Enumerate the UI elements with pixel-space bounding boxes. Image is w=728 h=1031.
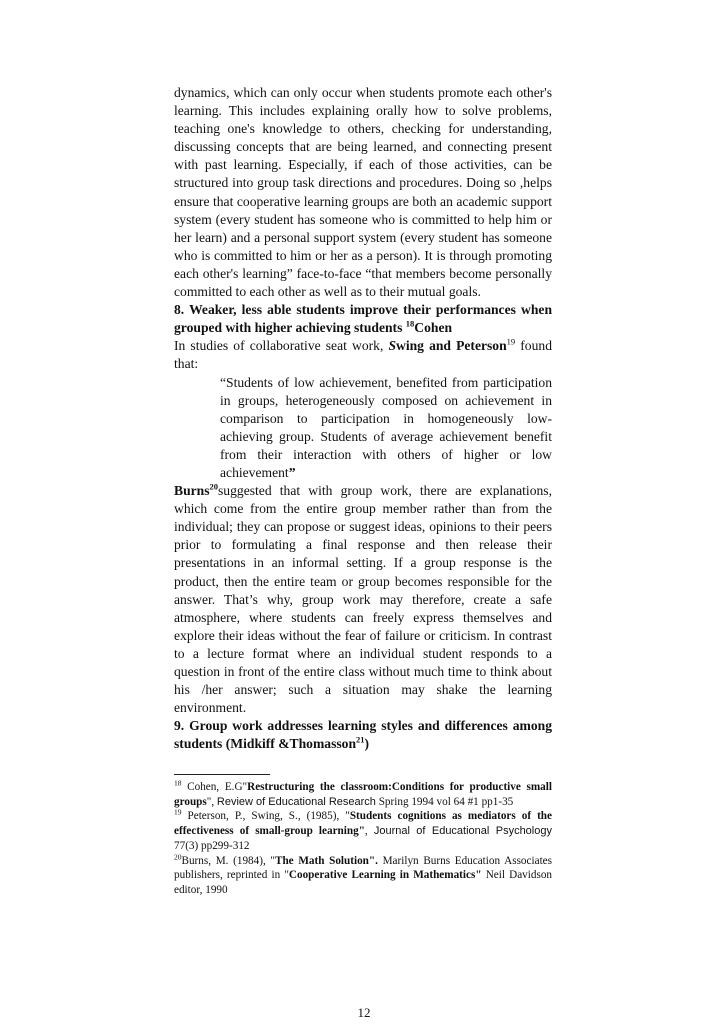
heading-author: Cohen	[414, 320, 453, 336]
paragraph-burns	[174, 482, 552, 717]
footnote-title: Students cognitions as mediators of the effectiveness of small-group learning"	[174, 810, 552, 838]
footnote-ref-20: 20	[209, 481, 219, 492]
page-number: 12	[357, 1005, 371, 1020]
footnote-title: Cooperative Learning in Mathematics"	[288, 869, 482, 882]
footnote-text: Burns, M. (1984), "	[181, 854, 275, 867]
footnote-number: 20	[174, 851, 182, 861]
heading-text: 9. Group work addresses learning styles and differences among students (Midkiff &Thomasson	[174, 718, 552, 752]
footnote-text: Peterson, P., Swing, S., (1985), "	[181, 810, 350, 823]
footnote-18	[174, 780, 552, 809]
footnote-20	[174, 851, 553, 898]
paragraph-dynamics: dynamics, which can only occur when students promote each other's learning. This includes explaining orally how to solve problems, teaching one's knowledge to others, checking for understanding, discussing concepts that are being learned, and connecting present with past learning. Especially, if each of those activities, can be structured into group task directions and procedures. Doing so ,helps ensure that cooperative learning groups are both an academic support system (every student has someone who is committed to help him or her learn) and a personal support system (every student has someone who is committed to him or her as a person). It is through promoting each other's learning” face-to-face “that members become personally committed to each other as well as to their mutual goals.	[174, 85, 552, 300]
paragraph-burns-text: suggested that with group work, there are explanations, which come from the entire group member rather than from the individual; they can propose or suggest ideas, opinions to their peers prior to formulating a final response and then release their presentations in an informal setting. If a group response is the product, then the entire team or group becomes responsible for the answer. That’s why, group work may therefore, create a safe atmosphere, where students can freely express themselves and explore their ideas without the fear of failure or criticism. In contrast to a lecture format where an individual student responds to a question in front of the entire class without much time to think about his /her answer; such a situation may shake the learning environment.	[174, 483, 552, 716]
footnotes	[174, 780, 552, 898]
footnote-text: Neil Davidson editor, 1990	[174, 869, 553, 896]
footnote-text: Marilyn Burns Education Associates publishers, reprinted in "	[174, 854, 552, 882]
footnote-text: ,	[364, 825, 374, 838]
quote-text: “Students of low achievement, benefited from participation in groups, heterogeneously composed on achievement in comparison to participation in homogeneously low-achieving group. Students of average achievement benefit from their interaction with others of higher or low achievement	[220, 374, 552, 480]
footnote-ref-21: 21	[356, 734, 365, 745]
footnote-text: ",	[206, 795, 217, 808]
footnote-number: 18	[174, 778, 182, 788]
footnote-19	[174, 809, 552, 853]
footnote-separator	[174, 774, 270, 775]
author-burns: Burns	[174, 483, 210, 499]
footnote-title: The Math Solution".	[275, 854, 378, 867]
paragraph-swing-peterson	[174, 337, 552, 373]
footnote-ref-19: 19	[506, 336, 516, 347]
footnote-journal: Review of Educational Research	[216, 795, 376, 808]
document-body	[174, 84, 552, 753]
paragraph-tail: found that:	[174, 338, 552, 372]
footnote-ref-18: 18	[405, 318, 415, 329]
footnote-number: 19	[174, 807, 182, 817]
footnote-text: 77(3) pp299-312	[174, 839, 250, 852]
footnote-text: Spring 1994 vol 64 #1 pp1-35	[375, 795, 514, 808]
block-quote	[220, 374, 552, 483]
footnote-journal: Journal of Educational Psychology	[373, 825, 552, 838]
heading-close: )	[364, 736, 370, 752]
footnote-text: Cohen, E.G"	[181, 781, 248, 793]
author-names: wing and Peterson	[396, 338, 507, 354]
footnote-title: Restructuring the classroom:Conditions for productive small groups	[174, 781, 552, 808]
quote-close: ”	[288, 464, 296, 480]
heading-section-9	[174, 717, 552, 753]
paragraph-lead: In studies of collaborative seat work,	[174, 338, 389, 354]
heading-text: . Weaker, less able students improve their performances when grouped with higher achieving students	[174, 302, 552, 336]
heading-number: 8	[174, 302, 181, 318]
author-initial: S	[388, 338, 397, 354]
heading-section-8	[174, 301, 552, 337]
